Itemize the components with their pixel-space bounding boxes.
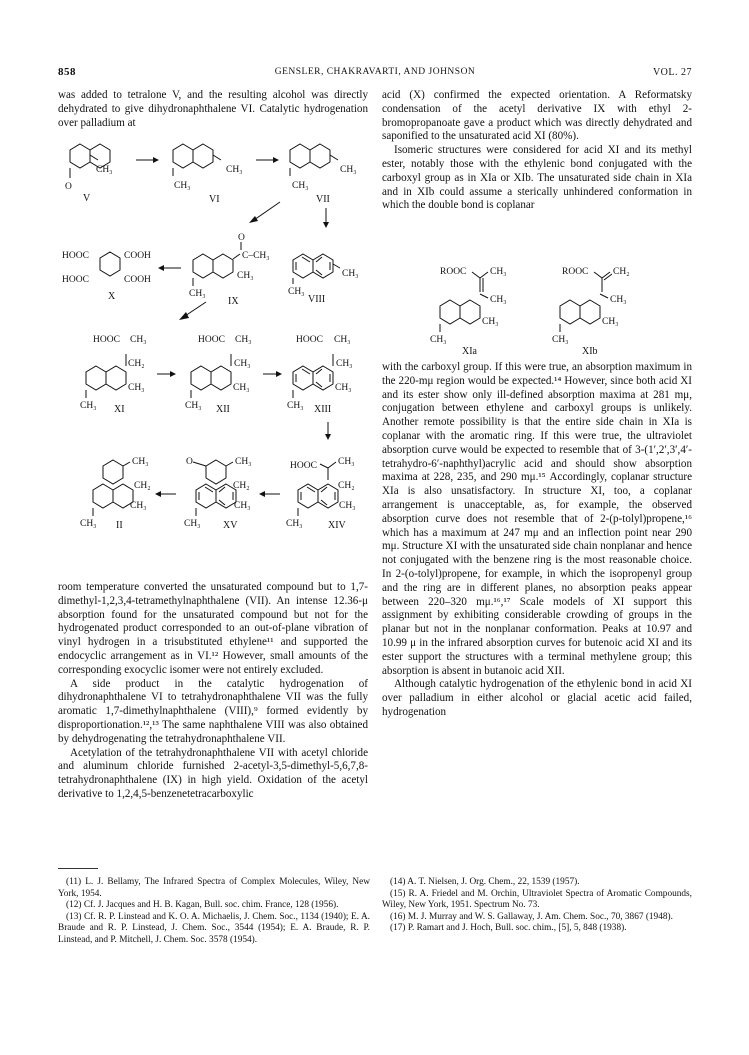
footnote: (11) L. J. Bellamy, The Infrared Spectra of Complex Molecules, Wiley, New York, 1954. [58, 877, 370, 899]
hooc-label: HOOC [62, 251, 89, 261]
ch3-label: CH₃ [128, 383, 145, 393]
compound-label-xiv: XIV [328, 520, 346, 531]
volume-label: VOL. 27 [652, 67, 692, 78]
paragraph: acid (X) confirmed the expected orientation. A Reformatsky condensation of the acetyl derivative IX with ethyl 2-bromopropanoate gave a product which was directly dehydrated and saponified to the unsaturated acid XI (80%). [382, 89, 692, 143]
running-header [58, 66, 692, 80]
structures-xia-xib [410, 262, 690, 358]
compound-label-xii: XII [216, 404, 230, 415]
footnote: (15) R. A. Friedel and M. Orchin, Ultraviolet Spectra of Aromatic Compounds, Wiley, New York, 1951. Spectrum No. 73. [382, 888, 692, 911]
compound-label-ix: IX [228, 296, 239, 307]
hooc-label: HOOC [296, 335, 323, 345]
compound-label-vi: VI [209, 194, 220, 205]
ch3-label: CH₃ [287, 401, 304, 411]
footnote: (14) A. T. Nielsen, J. Org. Chem., 22, 1539 (1957). [390, 877, 580, 887]
ch3-label: CH₃ [292, 181, 309, 191]
ch2-label: CH₂ [128, 359, 145, 369]
footnotes-right [382, 877, 692, 935]
cooh-label: COOH [124, 251, 151, 261]
ch3-label: CH₃ [336, 359, 353, 369]
hooc-label: HOOC [62, 275, 89, 285]
compound-label-vii: VII [316, 194, 330, 205]
paragraph: Isomeric structures were considered for acid XI and its methyl ester, notably those with the ethylenic bond conjugated with the carboxyl group as in XIa or XIb. The unsaturated side chain in XIa and in XIb could assume a sterically unhindered conformation in which the double bond is coplanar [382, 144, 692, 212]
footnote-divider [58, 868, 98, 869]
left-column-body [58, 581, 368, 802]
ch3-label: CH₃ [334, 335, 351, 345]
hooc-label: HOOC [290, 461, 317, 471]
compound-label-viii: VIII [308, 294, 326, 305]
ch3-label: CH₃ [288, 287, 305, 297]
ch3-label: CH₃ [226, 165, 243, 175]
ch3-label: CH₃ [234, 501, 251, 511]
paragraph: Acetylation of the tetrahydronaphthalene VII with acetyl chloride and aluminum chloride furnished 2-acetyl-3,5-dimethyl-5,6,7,8-tetrahydronaphthalene (IX) in high yield. Oxidation of the acetyl derivative to 1,2,4,5-benzenetetracarboxylic [58, 746, 368, 800]
ch2-label: CH₂ [613, 267, 630, 277]
paragraph: room temperature converted the unsaturated compound but to 1,7-dimethyl-1,2,3,4-tetramethylnaphthalene (VII). An intense 12.36-μ absorption found for the unsaturated compound but not for the hydrogenated product corresponded to an out-of-plane vibration of vinyl hydrogen in a trisubstituted ethylene¹¹ and supported the endocyclic arrangement as in VI.¹² However, small amounts of the corresponding exocyclic isomer were not entirely excluded. [58, 581, 368, 676]
ch3-label: CH₃ [482, 317, 499, 327]
compound-label-ii: II [116, 520, 123, 531]
reaction-scheme-left [58, 142, 370, 572]
ch3-label: CH₃ [233, 383, 250, 393]
ch3-label: CH₃ [80, 401, 97, 411]
left-column-intro [58, 89, 368, 130]
ch3-label: CH₃ [490, 267, 507, 277]
ch3-label: CH₃ [235, 335, 252, 345]
footnotes-left [58, 877, 370, 947]
ch3-label: CH₃ [430, 335, 447, 345]
acetyl-label: C–CH₃ [242, 251, 270, 261]
compound-label-xia: XIa [462, 346, 477, 357]
ch3-label: CH₃ [602, 317, 619, 327]
running-authors: GENSLER, CHAKRAVARTI, AND JOHNSON [274, 67, 476, 77]
ch3-label: CH₃ [96, 165, 113, 175]
ch2-label: CH₂ [338, 481, 355, 491]
ch3-label: CH₃ [338, 457, 355, 467]
compound-label-xiii: XIII [314, 404, 332, 415]
rooc-label: ROOC [440, 267, 467, 277]
ch3-label: CH₃ [130, 335, 147, 345]
ch3-label: CH₃ [552, 335, 569, 345]
ch3-label: CH₃ [174, 181, 191, 191]
oxygen-label: O [186, 457, 193, 467]
paragraph: Although catalytic hydrogenation of the ethylenic bond in acid XI over palladium in either alcohol or glacial acetic acid failed, hydrogenation [382, 678, 692, 718]
ch3-label: CH₃ [234, 359, 251, 369]
page-number: 858 [58, 66, 76, 78]
paragraph: with the carboxyl group. If this were true, an absorption maximum in the 220-mμ region would be expected.¹⁴ However, since both acid XI and its ester show only ill-defined absorption maxima at 281 mμ, conjugation between ethylene and carboxyl groups is unlikely. Another remote possibility is that the entire side chain in XIa is coplanar with the aromatic ring. If this were true, the ultraviolet absorption curve would be expected to resemble that of 3-(1′,2′,3′,4′-tetrahydro-6′-naphthyl)acrylic acid and should show absorption maxima at 228, 235, and 290 mμ.¹⁵ Accordingly, coplanar structure XIa is also unsatisfactory. In structure XI, too, a coplanar arrangement is unacceptable, as, for example, the observed absorption curve does not resemble that of 2-(p-tolyl)propene,¹⁶ which has a maximum at 247 mμ and an inflection point near 290 mμ. Structure XI with the unsaturated side chain nonplanar and hence not conjugated with the benzene ring is the most reasonable choice. In 2-(o-tolyl)propene, for example, in which the isopropenyl group and the ring are in different planes, no absorption peaks appear between 220–320 mμ.¹⁶,¹⁷ Scale models of XI support this assignment by exhibiting considerable crowding of groups in the planar but not in the nonplanar conformation. Peaks at 10.97 and 10.99 μ in the infrared absorption curves for butenoic acid XI and its ester support the structures with a terminal methylene group; this absorption is absent in butanoic acid XII. [382, 361, 693, 677]
ch3-label: CH₃ [335, 383, 352, 393]
paragraph: was added to tetralone V, and the resulting alcohol was directly dehydrated to give dihydronaphthalene VI. Catalytic hydrogenation over palladium at [58, 89, 368, 129]
footnote: (17) P. Ramart and J. Hoch, Bull. soc. chim., [5], 5, 848 (1938). [390, 923, 627, 934]
ch3-label: CH₃ [189, 289, 206, 299]
oxygen-label: O [65, 182, 72, 192]
cooh-label: COOH [124, 275, 151, 285]
footnote: (13) Cf. R. P. Linstead and K. O. A. Michaelis, J. Chem. Soc., 1134 (1940); E. A. Braude and R. P. Linstead, J. Chem. Soc., 3544 (1954); E. A. Braude, R. P. Linstead, and P. Mitchell, J. Chem. Soc. 3578 (1954). [58, 911, 370, 945]
compound-label-x: X [108, 291, 116, 302]
ch3-label: CH₃ [184, 519, 201, 529]
ch3-label: CH₃ [185, 401, 202, 411]
oxygen-label: O [238, 233, 245, 243]
right-column-body [382, 361, 692, 720]
ch3-label: CH₃ [342, 269, 359, 279]
ch3-label: CH₃ [610, 295, 627, 305]
footnote: (16) M. J. Murray and W. S. Gallaway, J. Am. Chem. Soc., 70, 3867 (1948). [390, 911, 673, 922]
ch2-label: CH₂ [233, 481, 250, 491]
ch3-label: CH₃ [286, 519, 303, 529]
right-column-intro [382, 89, 692, 213]
ch2-label: CH₂ [134, 481, 151, 491]
compound-label-xv: XV [223, 520, 238, 531]
ch3-label: CH₃ [237, 271, 254, 281]
footnote: (12) Cf. J. Jacques and H. B. Kagan, Bull. soc. chim. France, 128 (1956). [66, 900, 339, 911]
compound-label-xi: XI [114, 404, 125, 415]
ch3-label: CH₃ [132, 457, 149, 467]
hooc-label: HOOC [198, 335, 225, 345]
paragraph: A side product in the catalytic hydrogenation of dihydronaphthalene VI to tetrahydronaphthalene VII was the fully aromatic 1,7-dimethylnaphthalene (VIII),⁹ formed evidently by disproportionation.¹²,¹³ The same naphthalene VIII was also obtained by dehydrogenating the tetrahydronaphthalene VII. [58, 677, 368, 745]
ch3-label: CH₃ [130, 501, 147, 511]
compound-label-v: V [83, 193, 91, 204]
compound-label-xib: XIb [582, 346, 598, 357]
rooc-label: ROOC [562, 267, 589, 277]
ch3-label: CH₃ [235, 457, 252, 467]
ch3-label: CH₃ [80, 519, 97, 529]
ch3-label: CH₃ [490, 295, 507, 305]
ch3-label: CH₃ [340, 165, 357, 175]
hooc-label: HOOC [93, 335, 120, 345]
ch3-label: CH₃ [339, 501, 356, 511]
